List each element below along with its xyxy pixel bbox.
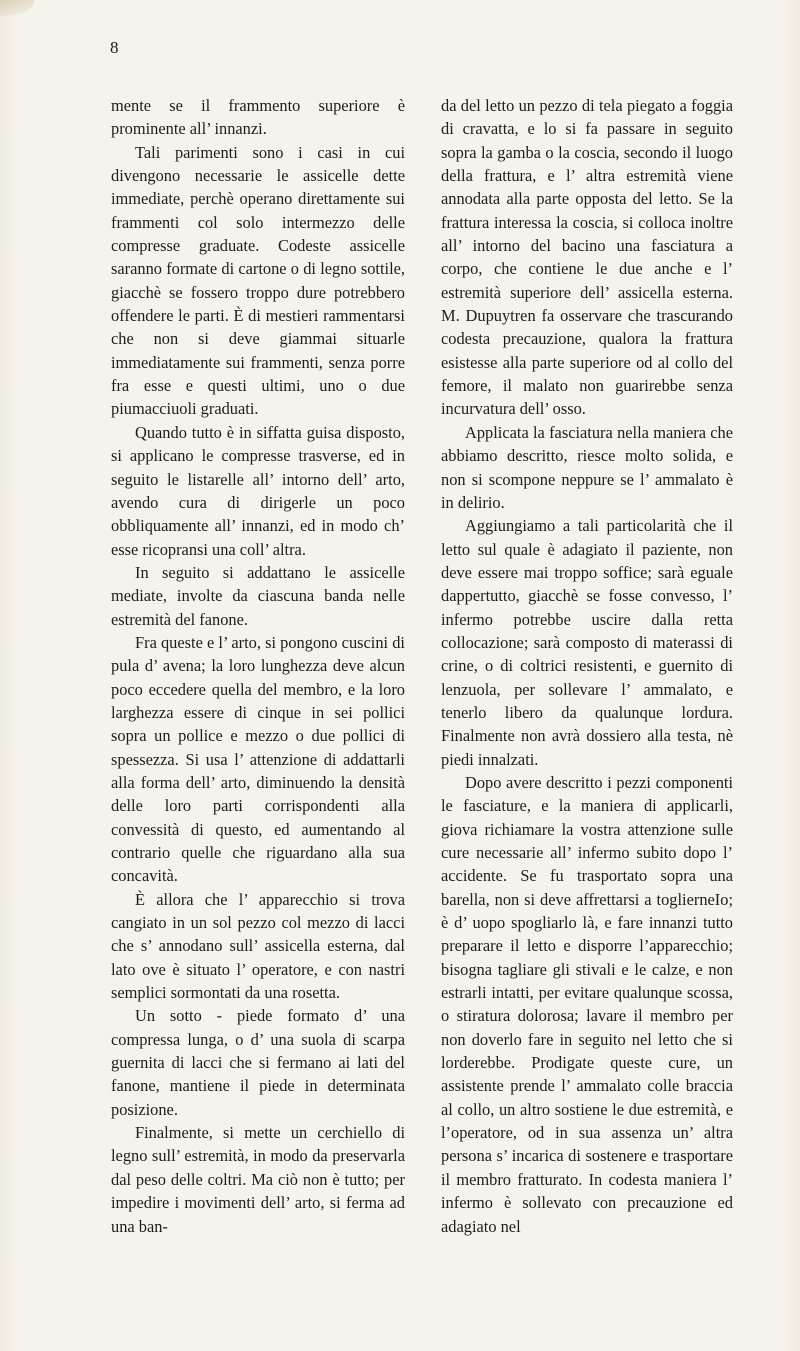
paragraph: Un sotto - piede formato d’ una compressa lunga, o d’ una suola di scarpa guernita di lacci che si fermano ai lati del fanone, mantiene il piede in determinata posizione. [111, 1006, 405, 1119]
paragraph: Finalmente, si mette un cerchiello di legno sull’ estremità, in modo da preservarla dal peso delle coltri. Ma ciò non è tutto; per impedire i movimenti dell’ arto, si ferma ad una ban- [111, 1123, 405, 1236]
page-corner-fold [0, 0, 34, 16]
left-column [111, 94, 405, 1238]
paragraph: Quando tutto è in siffatta guisa disposto, si applicano le compresse trasverse, ed in seguito le listarelle all’ intorno dell’ arto, avendo cura di dirigerle un poco obbliquamente all’ innanzi, ed in modo ch’ esse ricopransi una coll’ altra. [111, 422, 405, 559]
paragraph: Dopo avere descritto i pezzi componenti le fasciature, e la maniera di applicarli, giova richiamare la vostra attenzione sulle cure necessarie all’ infermo subito dopo l’ accidente. Se fu trasportato sopra una barella, non si deve affrettarsi a toglierneIo; è d’ uopo spogliarlo là, e fare innanzi tutto preparare il letto e disporre l’apparecchio; bisogna tagliare gli stivali e le calze, e non estrarli intatti, per evitare qualunque scossa, o stiratura dolorosa; lavare il membro per non doverlo fare in seguito nel letto che si lorderebbe. Prodigate queste cure, un assistente prende l’ ammalato colle braccia al collo, un altro sostiene le due estremità, e l’operatore, od in sua assenza un’ altra persona s’ incarica di sostenere e trasportare il membro fratturato. In codesta maniera l’ infermo è sollevato con precauzione ed adagiato nel [441, 772, 733, 1236]
paragraph: È allora che l’ apparecchio si trova cangiato in un sol pezzo col mezzo di lacci che s’ annodano sull’ assicella esterna, dal lato ove è situato l’ operatore, e con nastri semplici sormontati da una rosetta. [111, 889, 405, 1003]
page-number: 8 [110, 38, 120, 57]
paragraph: Fra queste e l’ arto, si pongono cuscini di pula d’ avena; la loro lunghezza deve alcun poco eccedere quella del membro, e la loro larghezza essere di cinque in sei pollici sopra un pollice e mezzo o due pollici di spessezza. Si usa l’ attenzione di addattarli alla forma dell’ arto, diminuendo la densità delle loro parti corrispondenti alla convessità di questo, ed aumentando al contrario quelle che riguardano alla sua concavità. [111, 632, 405, 886]
paragraph: da del letto un pezzo di tela piegato a foggia di cravatta, e lo si fa passare in seguito sopra la gamba o la coscia, secondo il luogo della frattura, e l’ altra estremità viene annodata alla parte opposta del letto. Se la frattura interessa la coscia, si colloca inoltre all’ intorno del bacino una fasciatura a corpo, che contiene le due anche e l’ estremità superiore dell’ assicella esterna. M. Dupuytren fa osservare che trascurando codesta precauzione, qualora la frattura esistesse alla parte superiore od al collo del femore, il malato non guarirebbe senza incurvatura dell’ osso. [441, 96, 733, 419]
paragraph: In seguito si addattano le assicelle mediate, involte da ciascuna banda nelle estremità del fanone. [111, 562, 405, 629]
right-column [441, 94, 733, 1238]
paragraph: mente se il frammento superiore è prominente all’ innanzi. [111, 96, 405, 139]
paragraph: Tali parimenti sono i casi in cui divengono necessarie le assicelle dette immediate, perchè operano direttamente sui frammenti col solo intermezzo delle compresse graduate. Codeste assicelle saranno formate di cartone o di legno sottile, giacchè se fossero troppo dure potrebbero offendere le parti. È di mestieri rammentarsi che non si deve giammai situarle immediatamente sui frammenti, senza porre fra esse e questi ultimi, uno o due piumacciuoli graduati. [111, 142, 405, 419]
paragraph: Applicata la fasciatura nella maniera che abbiamo descritto, riesce molto solida, e non si scompone neppure se l’ ammalato è in delirio. [441, 422, 733, 512]
paragraph: Aggiungiamo a tali particolarità che il letto sul quale è adagiato il paziente, non deve essere mai troppo soffice; sarà eguale dappertutto, giacchè se fosse convesso, l’ infermo potrebbe uscire dalla retta collocazione; sarà composto di materassi di crine, o di coltrici resistenti, e guernito di lenzuola, per sollevare l’ ammalato, e tenerlo libero da qualunque lordura. Finalmente non avrà dossiero alla testa, nè piedi innalzati. [441, 516, 733, 769]
